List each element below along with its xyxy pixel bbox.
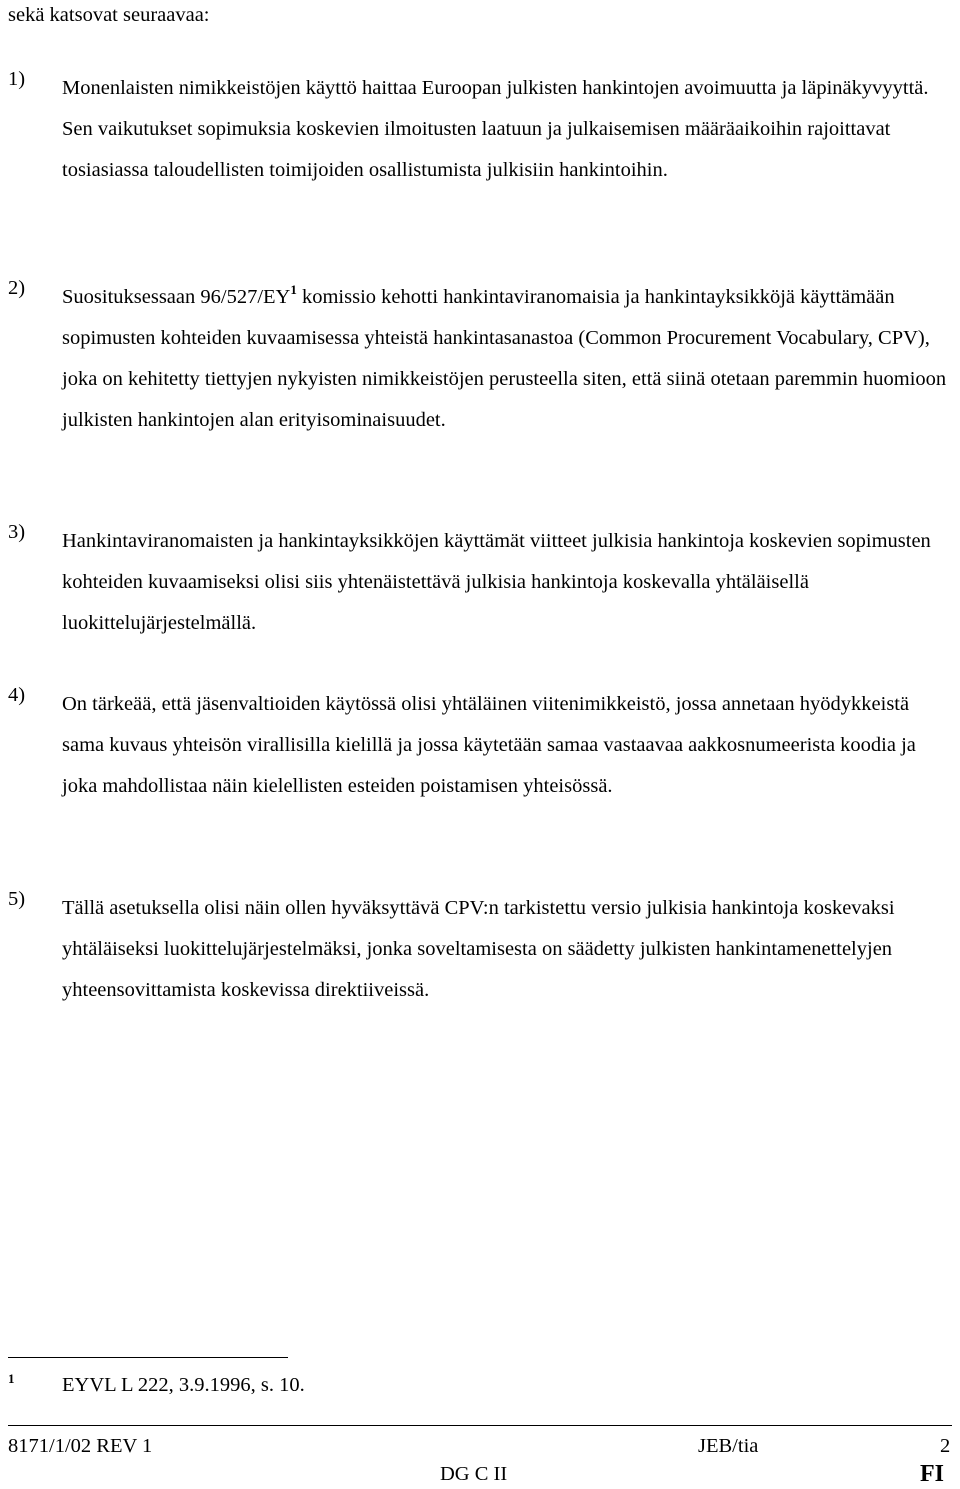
footnote <box>8 1373 305 1397</box>
item-number: 5) <box>8 888 26 910</box>
footnote-reference: 1 <box>290 282 297 297</box>
list-item-3 <box>8 521 952 644</box>
footer-rule <box>8 1425 952 1426</box>
item-text: Hankintaviranomaisten ja hankintayksikköjen käyttämät viitteet julkisia hankintoja koskevien sopimusten kohteiden kuvaamiseksi olisi siis yhtenäistettävä julkisia hankintoja koskevalla yhtäläisellä luokittelujärjestelmällä. <box>62 530 931 634</box>
list-item-2 <box>8 277 952 441</box>
language-code: FI <box>920 1461 944 1487</box>
item-number: 1) <box>8 68 26 90</box>
list-item-5 <box>8 888 952 1011</box>
directorate-general: DG C II <box>440 1463 508 1485</box>
item-text: Tällä asetuksella olisi näin ollen hyväksyttävä CPV:n tarkistettu versio julkisia hankintoja koskevaksi yhtäläiseksi luokittelujärjestelmäksi, jonka soveltamisesta on säädetty julkisten hankintamenettelyjen yhteensovittamista koskevissa direktiiveissä. <box>62 897 895 1001</box>
item-number: 3) <box>8 521 26 543</box>
footnote-mark: 1 <box>8 1371 15 1386</box>
footnote-text: EYVL L 222, 3.9.1996, s. 10. <box>62 1374 305 1396</box>
item-text-part: komissio kehotti hankintaviranomaisia ja hankintayksikköjä käyttämään sopimusten kohteiden kuvaamisessa yhteistä hankintasanastoa (Common Procurement Vocabulary, CPV), joka on kehitetty tiettyjen nykyisten nimikkeistöjen perusteella siten, että siinä otetaan paremmin huomioon julkisten hankintojen alan erityisominaisuudet. <box>62 286 947 431</box>
footnote-separator <box>8 1357 288 1358</box>
item-text <box>62 277 952 441</box>
list-item-1 <box>8 68 952 191</box>
page-number: 2 <box>940 1435 951 1457</box>
item-number: 4) <box>8 684 26 706</box>
item-text-part: Suosituksessaan 96/527/EY <box>62 286 291 308</box>
list-item-4 <box>8 684 952 807</box>
item-text: On tärkeää, että jäsenvaltioiden käytössä olisi yhtäläinen viitenimikkeistö, jossa annetaan hyödykkeistä sama kuvaus yhteisön virallisilla kielillä ja jossa käytetään samaa vastaavaa aakkosnumeerista koodia ja joka mahdollistaa näin kielellisten esteiden poistamisen yhteisössä. <box>62 693 916 797</box>
document-reference: 8171/1/02 REV 1 <box>8 1435 153 1457</box>
item-text: Monenlaisten nimikkeistöjen käyttö haittaa Euroopan julkisten hankintojen avoimuutta ja läpinäkyvyyttä. Sen vaikutukset sopimuksia koskevien ilmoitusten laatuun ja julkaisemisen määräaikoihin rajoittavat tosiasiassa taloudellisten toimijoiden osallistumista julkisiin hankintoihin. <box>62 77 929 181</box>
author-initials: JEB/tia <box>698 1435 759 1457</box>
item-number: 2) <box>8 277 26 299</box>
intro-text: sekä katsovat seuraavaa: <box>8 4 210 26</box>
